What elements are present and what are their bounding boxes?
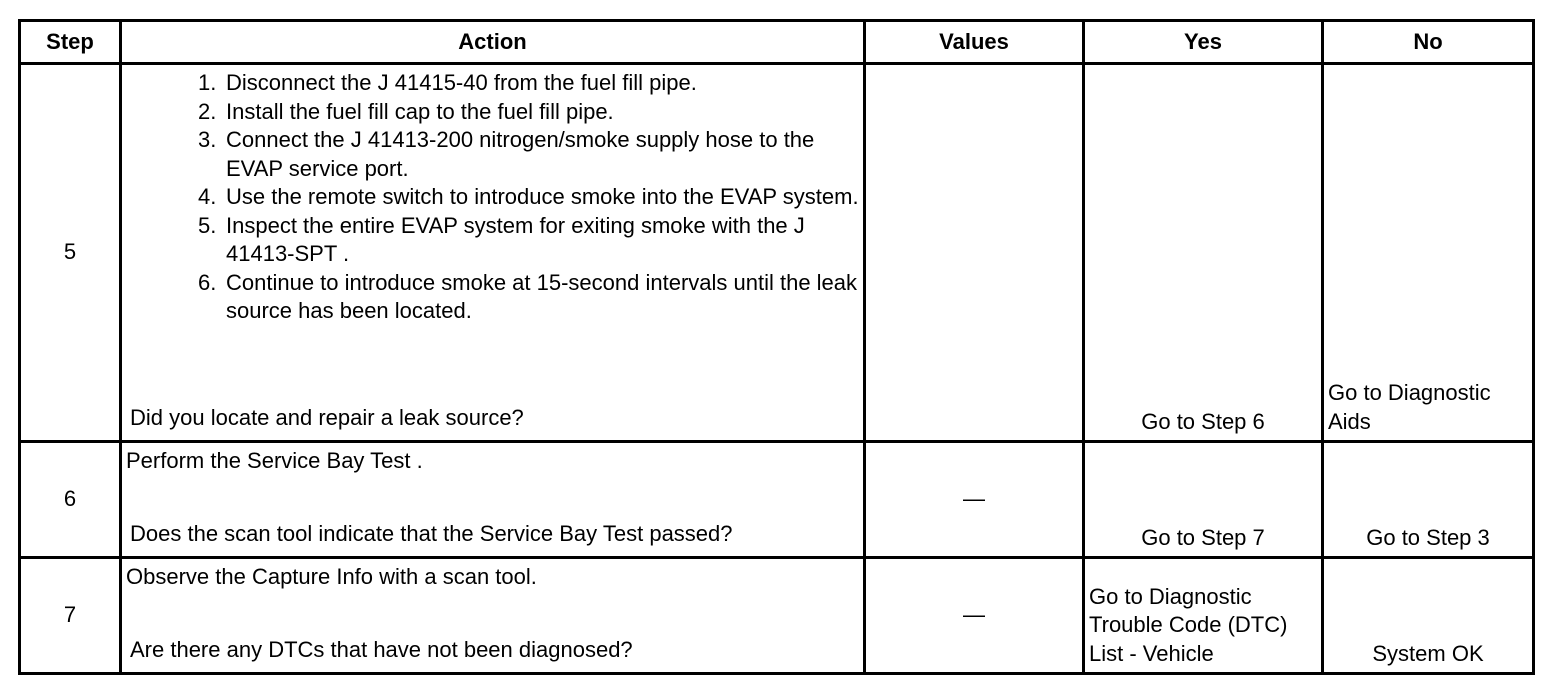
action-text: Observe the Capture Info with a scan tool. [126,564,537,589]
action-question: Does the scan tool indicate that the Service Bay Test passed? [130,520,733,546]
step-number: 5 [20,64,121,442]
header-row [20,21,1534,64]
step-text: Continue to introduce smoke at 15-second intervals until the leak source has been located. [226,269,858,323]
header-step: Step [20,21,121,64]
list-item [126,98,859,127]
diagnostic-table [18,19,1535,675]
step-index: 1. [198,70,217,95]
action-cell [121,64,865,442]
list-item [126,69,859,98]
header-no: No [1323,21,1534,64]
action-question: Did you locate and repair a leak source? [130,404,524,430]
table-row [20,64,1534,442]
action-content [126,69,859,436]
step-index: 3. [198,127,217,152]
list-item [126,126,859,183]
values-cell [865,64,1084,442]
action-content [126,563,859,668]
list-item [126,212,859,269]
action-content [126,447,859,552]
action-question: Are there any DTCs that have not been diagnosed? [130,636,633,662]
step-text: Connect the J 41413-200 nitrogen/smoke supply hose to the EVAP service port. [226,127,815,181]
yes-cell: Go to Step 6 [1084,64,1323,442]
action-text: Perform the Service Bay Test . [126,448,423,473]
no-cell: Go to Diagnostic Aids [1323,64,1534,442]
step-text: Disconnect the J 41415-40 from the fuel fill pipe. [226,70,697,95]
list-item [126,183,859,212]
step-index: 2. [198,98,217,124]
values-cell: — [865,442,1084,558]
table-row [20,442,1534,558]
values-cell: — [865,558,1084,674]
no-cell: System OK [1323,558,1534,674]
list-item [126,269,859,326]
step-number: 6 [20,442,121,558]
table-row [20,558,1534,674]
step-number: 7 [20,558,121,674]
yes-cell: Go to Diagnostic Trouble Code (DTC) List - Vehicle [1084,558,1323,674]
action-cell [121,558,865,674]
step-text: Use the remote switch to introduce smoke into the EVAP system. [226,184,859,209]
action-cell [121,442,865,558]
header-values: Values [865,21,1084,64]
no-cell: Go to Step 3 [1323,442,1534,558]
step-index: 5. [198,212,217,238]
header-action: Action [121,21,865,64]
step-index: 4. [198,184,217,209]
yes-cell: Go to Step 7 [1084,442,1323,558]
step-text: Install the fuel fill cap to the fuel fill pipe. [226,98,614,124]
action-steps-list [126,69,859,326]
step-index: 6. [198,269,217,295]
header-yes: Yes [1084,21,1323,64]
step-text: Inspect the entire EVAP system for exiting smoke with the J 41413-SPT . [226,212,805,266]
